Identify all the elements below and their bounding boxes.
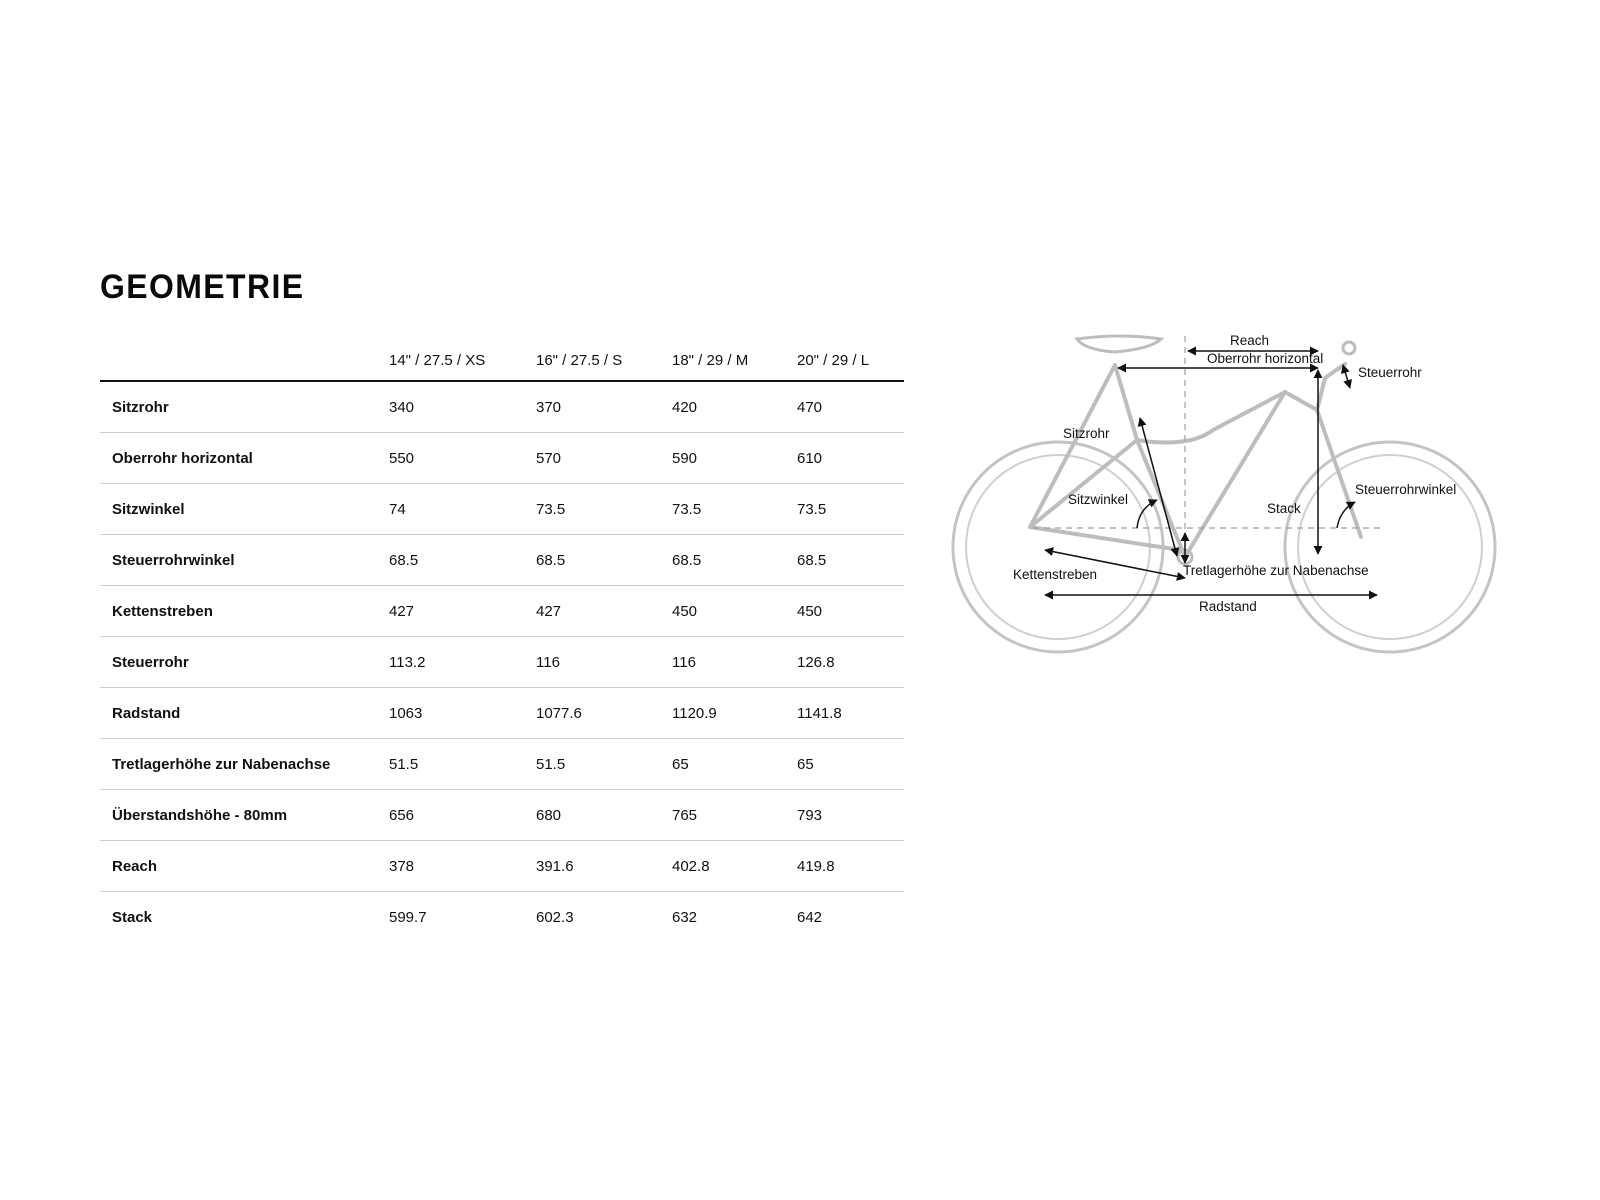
value-cell: 1120.9 (672, 688, 797, 739)
value-cell: 126.8 (797, 637, 904, 688)
value-cell: 793 (797, 790, 904, 841)
value-cell: 427 (389, 586, 536, 637)
value-cell: 73.5 (536, 484, 672, 535)
stem-icon (1343, 342, 1355, 354)
label-reach: Reach (1230, 333, 1270, 348)
value-cell: 65 (797, 739, 904, 790)
table-row-reach (100, 841, 904, 892)
value-cell: 68.5 (797, 535, 904, 586)
value-cell: 68.5 (672, 535, 797, 586)
value-cell: 391.6 (536, 841, 672, 892)
value-cell: 550 (389, 433, 536, 484)
column-header-s: 16" / 27.5 / S (536, 340, 672, 381)
value-cell: 450 (797, 586, 904, 637)
label-sitzrohr: Sitzrohr (1063, 426, 1110, 441)
row-label: Steuerrohrwinkel (100, 535, 389, 586)
value-cell: 1141.8 (797, 688, 904, 739)
value-cell: 765 (672, 790, 797, 841)
label-tretlagerhoehe: Tretlagerhöhe zur Nabenachse (1183, 563, 1369, 578)
value-cell: 68.5 (389, 535, 536, 586)
table-row-stack (100, 892, 904, 943)
value-cell: 680 (536, 790, 672, 841)
value-cell: 73.5 (672, 484, 797, 535)
row-label: Sitzrohr (100, 381, 389, 433)
value-cell: 370 (536, 381, 672, 433)
value-cell: 656 (389, 790, 536, 841)
value-cell: 599.7 (389, 908, 427, 926)
value-cell: 610 (797, 433, 904, 484)
table-row-oberrohr-horizontal (100, 433, 904, 484)
row-label: Stack (112, 908, 153, 926)
front-wheel (1285, 442, 1495, 652)
value-cell: 450 (672, 586, 797, 637)
row-label: Kettenstreben (100, 586, 389, 637)
table-row-ueberstandshoehe (100, 790, 904, 841)
value-cell: 116 (672, 637, 797, 688)
value-cell: 642 (797, 908, 823, 926)
table-row-radstand (100, 688, 904, 739)
value-cell: 419.8 (797, 841, 904, 892)
column-header-xs: 14" / 27.5 / XS (389, 340, 536, 381)
row-label: Überstandshöhe - 80mm (100, 790, 389, 841)
label-steuerrohr: Steuerrohr (1358, 365, 1422, 380)
label-kettenstreben: Kettenstreben (1013, 567, 1098, 582)
table-row-sitzwinkel (100, 484, 904, 535)
saddle-icon (1077, 336, 1161, 352)
geometry-table (100, 340, 904, 942)
value-cell: 378 (389, 841, 536, 892)
value-cell: 470 (797, 381, 904, 433)
table-row-kettenstreben (100, 586, 904, 637)
label-oberrohr-horizontal: Oberrohr horizontal (1207, 351, 1324, 366)
row-label: Tretlagerhöhe zur Nabenachse (100, 739, 389, 790)
row-label: Reach (100, 841, 389, 892)
bike-geometry-diagram (945, 330, 1525, 660)
row-label: Sitzwinkel (100, 484, 389, 535)
column-header-m: 18" / 29 / M (672, 340, 797, 381)
row-label: Steuerrohr (100, 637, 389, 688)
column-header-l: 20" / 29 / L (797, 340, 904, 381)
value-cell: 590 (672, 433, 797, 484)
label-radstand: Radstand (1199, 599, 1257, 614)
value-cell: 74 (389, 484, 536, 535)
header-empty-cell (100, 340, 389, 381)
label-steuerrohrwinkel: Steuerrohrwinkel (1355, 482, 1457, 497)
value-cell: 632 (672, 908, 698, 926)
value-cell: 427 (536, 586, 672, 637)
value-cell: 602.3 (536, 908, 574, 926)
value-cell: 402.8 (672, 841, 797, 892)
value-cell: 420 (672, 381, 797, 433)
value-cell: 113.2 (389, 637, 536, 688)
table-row-tretlagerhoehe (100, 739, 904, 790)
table-row-steuerrohrwinkel (100, 535, 904, 586)
table-header-row (100, 340, 904, 381)
value-cell: 1063 (389, 688, 536, 739)
value-cell: 1077.6 (536, 688, 672, 739)
value-cell: 340 (389, 381, 536, 433)
value-cell: 116 (536, 637, 672, 688)
page-title: GEOMETRIE (100, 268, 305, 306)
label-stack: Stack (1267, 501, 1301, 516)
value-cell: 73.5 (797, 484, 904, 535)
table-row-steuerrohr (100, 637, 904, 688)
table-row-sitzrohr (100, 381, 904, 433)
row-label: Radstand (100, 688, 389, 739)
row-label: Oberrohr horizontal (100, 433, 389, 484)
value-cell: 65 (672, 739, 797, 790)
value-cell: 68.5 (536, 535, 672, 586)
value-cell: 51.5 (536, 739, 672, 790)
value-cell: 51.5 (389, 739, 536, 790)
head-tube-arrow (1343, 365, 1350, 388)
value-cell: 570 (536, 433, 672, 484)
label-sitzwinkel: Sitzwinkel (1068, 492, 1129, 507)
